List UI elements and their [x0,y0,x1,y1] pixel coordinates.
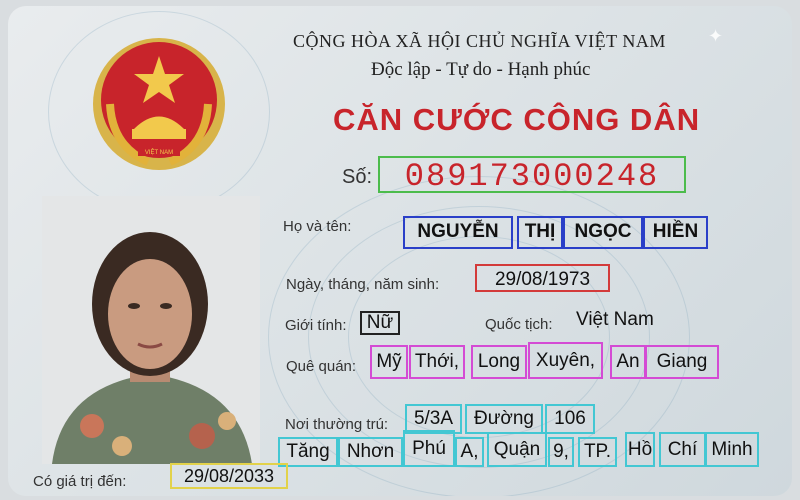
card-title: CĂN CƯỚC CÔNG DÂN [333,102,701,137]
name-word: NGỌC [563,216,643,249]
hometown-word: An [610,345,646,379]
residence-word: Minh [705,432,759,467]
name-word: THỊ [517,216,563,249]
date-of-birth: 29/08/1973 [475,264,610,292]
residence-word: A, [455,437,484,467]
national-emblem-icon [88,34,230,174]
nationality-label: Quốc tịch: [485,316,553,333]
name-label: Họ và tên: [283,218,352,235]
residence-word: 5/3A [405,404,462,434]
residence-word: TP. [578,437,617,467]
dob-label: Ngày, tháng, năm sinh: [286,276,440,293]
hometown-word: Mỹ [370,345,408,379]
expiry-date: 29/08/2033 [170,463,288,489]
residence-word: Quận [487,432,547,467]
country-name: CỘNG HÒA XÃ HỘI CHỦ NGHĨA VIỆT NAM [293,31,666,51]
residence-word: Phú [403,430,455,467]
hometown-word: Thới, [409,345,465,379]
hometown-label: Quê quán: [286,358,357,375]
name-word: NGUYỄN [403,216,513,249]
portrait-photo [42,196,260,464]
id-card [8,6,792,496]
number-label: Số: [342,166,373,188]
nationality-value: Việt Nam [576,309,654,330]
sex-label: Giới tính: [285,317,347,334]
sex-value: Nữ [360,311,400,335]
residence-word: Đường [465,404,543,434]
residence-label: Nơi thường trú: [285,416,389,433]
name-word: HIỀN [643,216,708,249]
residence-word: Hồ [625,432,655,467]
hometown-word: Long [471,345,527,379]
hometown-word: Xuyên, [528,342,603,379]
residence-word: Tăng [278,437,338,467]
national-motto: Độc lập - Tự do - Hạnh phúc [371,59,591,80]
hometown-word: Giang [645,345,719,379]
emblem-text: VIỆT NAM [144,150,174,156]
id-number: 089173000248 [378,156,686,193]
residence-word: 106 [545,404,595,434]
residence-word: Nhơn [338,437,403,467]
expiry-label: Có giá trị đến: [33,473,127,490]
watermark-icon: ✦ [708,26,724,46]
residence-word: Chí [659,432,706,467]
residence-word: 9, [548,437,574,467]
